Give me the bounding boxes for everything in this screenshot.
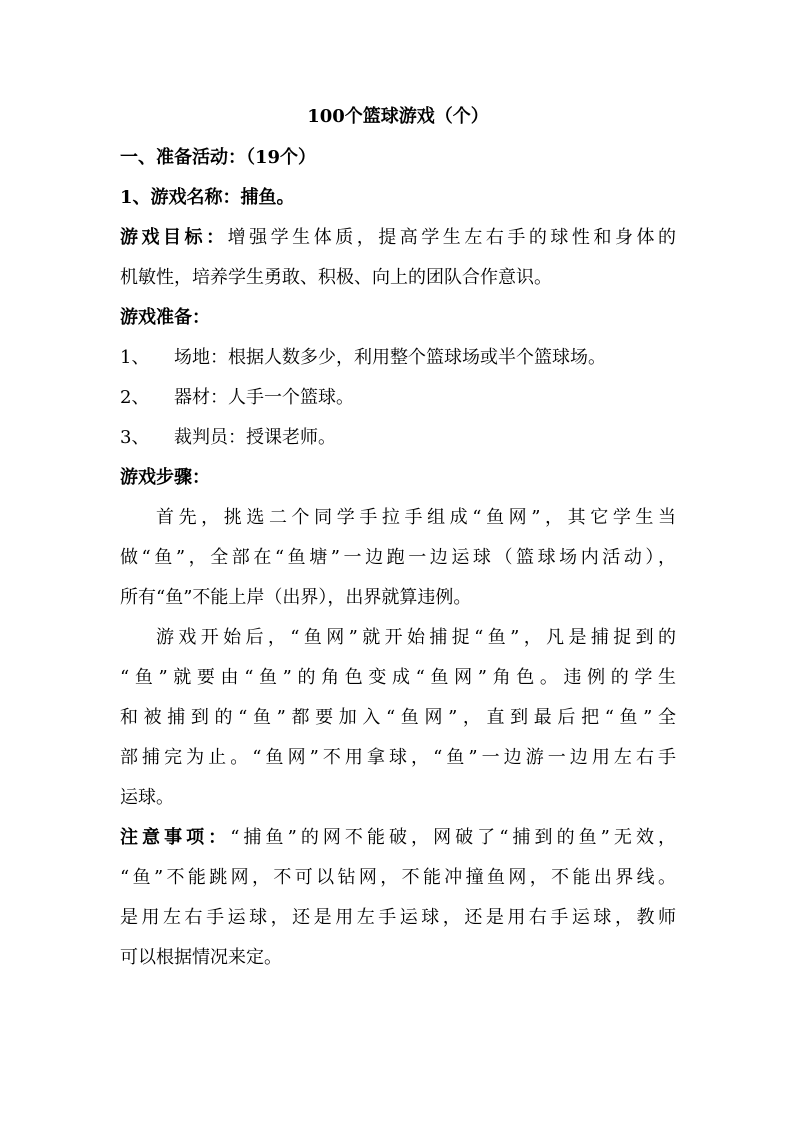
- prep-item-number: 2、: [120, 387, 150, 408]
- document-title: 100个篮球游戏（个）: [307, 106, 489, 127]
- goal-label: 游戏目标：: [120, 227, 228, 248]
- prep-item-3: [120, 418, 676, 458]
- steps-p1-line-3: 所有“鱼”不能上岸（出界），出界就算违例。: [120, 587, 472, 608]
- steps-p2-line-4: 部捕完为止。“鱼网”不用拿球，“鱼”一边游一边用左右手: [120, 747, 676, 768]
- notes-text-1: “捕鱼”的网不能破，网破了“捕到的鱼”无效，: [230, 827, 676, 848]
- notes-line-3: 是用左右手运球，还是用左手运球，还是用右手运球，教师: [120, 907, 676, 928]
- goal-line-2: 机敏性，培养学生勇敢、积极、向上的团队合作意识。: [120, 267, 552, 288]
- steps-p2-line-5: 运球。: [120, 787, 174, 808]
- steps-p2-line-3: 和被捕到的“鱼”都要加入“鱼网”，直到最后把“鱼”全: [120, 707, 676, 728]
- prep-item-2: [120, 378, 676, 418]
- prep-item-text: 场地：根据人数多少，利用整个篮球场或半个篮球场。: [174, 347, 606, 368]
- goal-line-1: [120, 218, 676, 258]
- prep-item-number: 3、: [120, 427, 150, 448]
- steps-p1-line-1: 首先，挑选二个同学手拉手组成“鱼网”，其它学生当: [156, 507, 676, 528]
- prep-heading: 游戏准备：: [120, 307, 210, 328]
- prep-item-text: 器材：人手一个篮球。: [174, 387, 354, 408]
- prep-item-1: [120, 338, 676, 378]
- steps-heading: 游戏步骤：: [120, 467, 210, 488]
- notes-line-2: “鱼”不能跳网，不可以钻网，不能冲撞鱼网，不能出界线。: [120, 867, 676, 888]
- notes-line-4: 可以根据情况来定。: [120, 947, 282, 968]
- section-heading: 一、准备活动：（19个）: [120, 147, 317, 168]
- steps-p2-line-2: “鱼”就要由“鱼”的角色变成“鱼网”角色。违例的学生: [120, 667, 676, 688]
- steps-p1-line-2: 做“鱼”，全部在“鱼塘”一边跑一边运球（篮球场内活动），: [120, 547, 676, 568]
- prep-item-number: 1、: [120, 347, 150, 368]
- game-name-heading: 1、游戏名称：捕鱼。: [120, 187, 295, 208]
- notes-line-1: [120, 818, 676, 858]
- steps-p2-line-1: 游戏开始后，“鱼网”就开始捕捉“鱼”，凡是捕捉到的: [156, 627, 676, 648]
- notes-label: 注意事项：: [120, 827, 231, 848]
- prep-item-text: 裁判员：授课老师。: [174, 427, 336, 448]
- document-page: [120, 96, 676, 978]
- goal-text-1: 增强学生体质，提高学生左右手的球性和身体的: [227, 227, 676, 248]
